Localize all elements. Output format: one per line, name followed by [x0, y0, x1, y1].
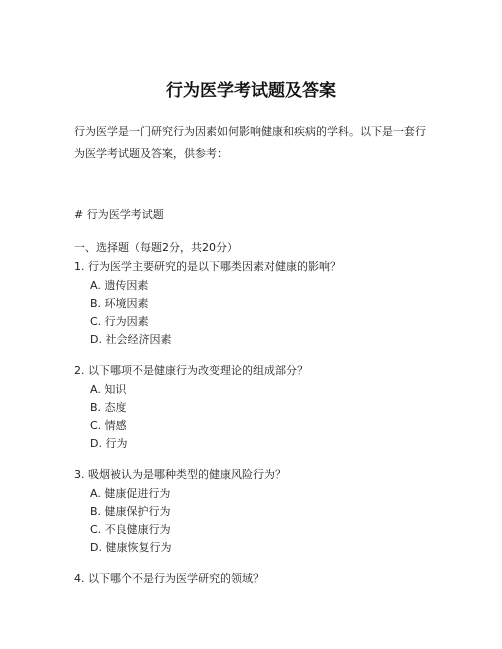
question-4: 4. 以下哪个不是行为医学研究的领域？ — [74, 572, 264, 585]
question-2-option-d: D. 行为 — [90, 437, 128, 450]
question-3: 3. 吸烟被认为是哪种类型的健康风险行为？ — [74, 468, 286, 481]
question-3-option-a: A. 健康促进行为 — [90, 487, 171, 500]
question-1-option-b: B. 环境因素 — [90, 297, 149, 310]
part-heading: 一、选择题（每题2分，共20分） — [74, 241, 238, 254]
question-2-option-b: B. 态度 — [90, 401, 127, 414]
question-2-option-c: C. 情感 — [90, 419, 127, 432]
document-title: 行为医学考试题及答案 — [166, 81, 336, 101]
section-heading: # 行为医学考试题 — [74, 208, 164, 221]
question-3-option-d: D. 健康恢复行为 — [90, 541, 172, 554]
question-2-option-a: A. 知识 — [90, 383, 127, 396]
question-1: 1. 行为医学主要研究的是以下哪类因素对健康的影响？ — [74, 260, 341, 273]
question-3-option-b: B. 健康保护行为 — [90, 505, 171, 518]
question-2: 2. 以下哪项不是健康行为改变理论的组成部分？ — [74, 364, 308, 377]
question-1-option-c: C. 行为因素 — [90, 315, 149, 328]
question-1-option-d: D. 社会经济因素 — [90, 333, 172, 346]
question-3-option-c: C. 不良健康行为 — [90, 523, 171, 536]
intro-paragraph: 行为医学是一门研究行为因素如何影响健康和疾病的学科。以下是一套行为医学考试题及答案，供参考： — [74, 125, 426, 160]
question-1-option-a: A. 遗传因素 — [90, 279, 149, 292]
